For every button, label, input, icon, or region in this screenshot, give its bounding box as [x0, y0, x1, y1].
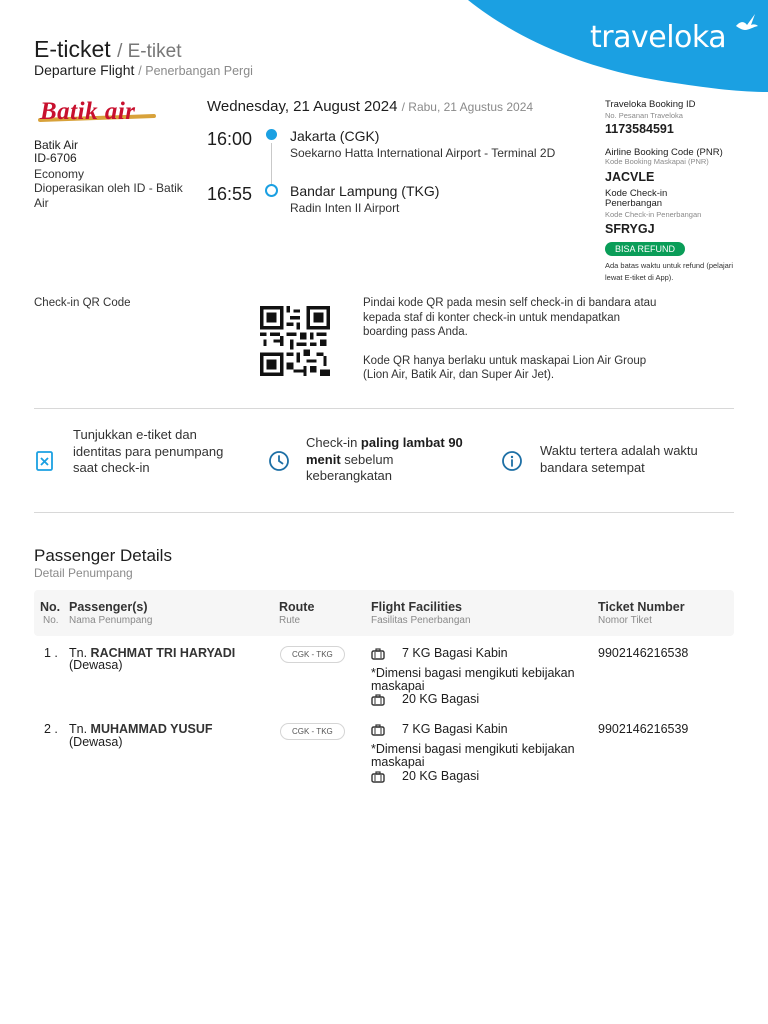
- traveloka-logo: traveloka: [590, 20, 727, 55]
- booking-id-label-sub: No. Pesanan Traveloka: [605, 111, 683, 120]
- info-checkin-deadline: Check-in paling lambat 90 menit sebelum keberangkatan: [306, 435, 463, 483]
- timeline-line: [271, 143, 272, 188]
- col-no-sub: No.: [43, 615, 59, 626]
- departure-city: Jakarta (CGK): [290, 128, 380, 144]
- passenger-type: (Dewasa): [69, 658, 123, 672]
- info-show-ticket: Tunjukkan e-tiket dan identitas para penumpang saat check-in: [73, 427, 224, 475]
- arrival-city: Bandar Lampung (TKG): [290, 183, 440, 199]
- pnr-label: Airline Booking Code (PNR): [605, 147, 723, 158]
- airline-logo: Batik air: [40, 98, 136, 126]
- col-facilities: Flight Facilities: [371, 600, 462, 614]
- baggage-icon: [371, 694, 385, 706]
- baggage-note: *Dimensi bagasi mengikuti kebijakan maskapai: [371, 742, 575, 769]
- col-no: No.: [40, 600, 61, 614]
- passenger-type: (Dewasa): [69, 735, 123, 749]
- bird-icon: [733, 12, 759, 38]
- flight-code: ID-6706: [34, 151, 77, 165]
- passenger-name: Tn. RACHMAT TRI HARYADI: [69, 646, 236, 660]
- info-local-time: Waktu tertera adalah waktu bandara setempat: [540, 443, 698, 475]
- passenger-name: Tn. MUHAMMAD YUSUF: [69, 722, 213, 736]
- checkin-code-label: Kode Check-in Penerbangan: [605, 188, 668, 209]
- qr-label: Check-in QR Code: [34, 297, 131, 309]
- flight-date: Wednesday, 21 August 2024 / Rabu, 21 Agustus 2024: [207, 98, 534, 115]
- row-no: 2 .: [44, 722, 58, 736]
- id-card-icon: [36, 451, 54, 471]
- col-route-sub: Rute: [279, 615, 301, 626]
- ticket-number: 9902146216538: [598, 646, 689, 660]
- refund-note: Ada batas waktu untuk refund (pelajari lewat E-tiket di App).: [605, 261, 733, 282]
- qr-code: [257, 306, 333, 376]
- cabin-bag-icon: [371, 648, 385, 660]
- pnr-value: JACVLE: [605, 170, 655, 184]
- info-icon: [501, 450, 523, 472]
- route-pill: CGK - TKG: [280, 646, 345, 663]
- booking-id-label: Traveloka Booking ID: [605, 99, 696, 110]
- page-subtitle: Departure Flight / Penerbangan Pergi: [34, 62, 253, 78]
- ticket-number: 9902146216539: [598, 722, 689, 736]
- cabin-bag-icon: [371, 724, 385, 736]
- col-route: Route: [279, 600, 315, 614]
- cabin-baggage: 7 KG Bagasi Kabin: [402, 646, 508, 660]
- arrival-time: 16:55: [207, 184, 253, 204]
- arrival-airport: Radin Inten II Airport: [290, 201, 400, 215]
- route-pill: CGK - TKG: [280, 723, 345, 740]
- divider: [34, 512, 734, 513]
- col-ticket-sub: Nomor Tiket: [598, 615, 652, 626]
- col-passenger: Passenger(s): [69, 600, 148, 614]
- departure-time: 16:00: [207, 129, 253, 149]
- baggage-icon: [371, 771, 385, 783]
- checked-baggage: 20 KG Bagasi: [402, 692, 480, 706]
- passenger-details-title: Passenger Details: [34, 546, 172, 565]
- arrival-dot: [265, 184, 278, 197]
- checkin-code-label-sub: Kode Check-in Penerbangan: [605, 210, 702, 219]
- baggage-note: *Dimensi bagasi mengikuti kebijakan maskapai: [371, 666, 575, 693]
- page-title: E-ticket / E-tiket: [34, 36, 182, 62]
- airline-name: Batik Air: [34, 138, 79, 152]
- departure-dot: [266, 129, 277, 140]
- qr-instructions: Pindai kode QR pada mesin self check-in di bandara atau kepada staf di konter check-in untuk mendapatkan boarding pass Anda. Kode QR hanya berlaku untuk maskapai Lion Air Group (Lion Air, Batik Air, dan Super Air Jet).: [363, 297, 657, 381]
- row-no: 1 .: [44, 646, 58, 660]
- checkin-code-value: SFRYGJ: [605, 222, 655, 236]
- divider: [34, 408, 734, 409]
- refund-badge: BISA REFUND: [605, 242, 685, 256]
- checked-baggage: 20 KG Bagasi: [402, 769, 480, 783]
- operated-by: Dioperasikan oleh ID - Batik Air: [34, 181, 183, 210]
- departure-airport: Soekarno Hatta International Airport - Terminal 2D: [290, 146, 556, 160]
- cabin-class: Economy: [34, 167, 85, 181]
- pnr-label-sub: Kode Booking Maskapai (PNR): [605, 157, 709, 166]
- col-facilities-sub: Fasilitas Penerbangan: [371, 615, 471, 626]
- col-ticket: Ticket Number: [598, 600, 685, 614]
- booking-id-value: 1173584591: [605, 122, 674, 136]
- passenger-details-subtitle: Detail Penumpang: [34, 566, 133, 580]
- cabin-baggage: 7 KG Bagasi Kabin: [402, 722, 508, 736]
- col-passenger-sub: Nama Penumpang: [69, 615, 153, 626]
- clock-icon: [268, 450, 290, 472]
